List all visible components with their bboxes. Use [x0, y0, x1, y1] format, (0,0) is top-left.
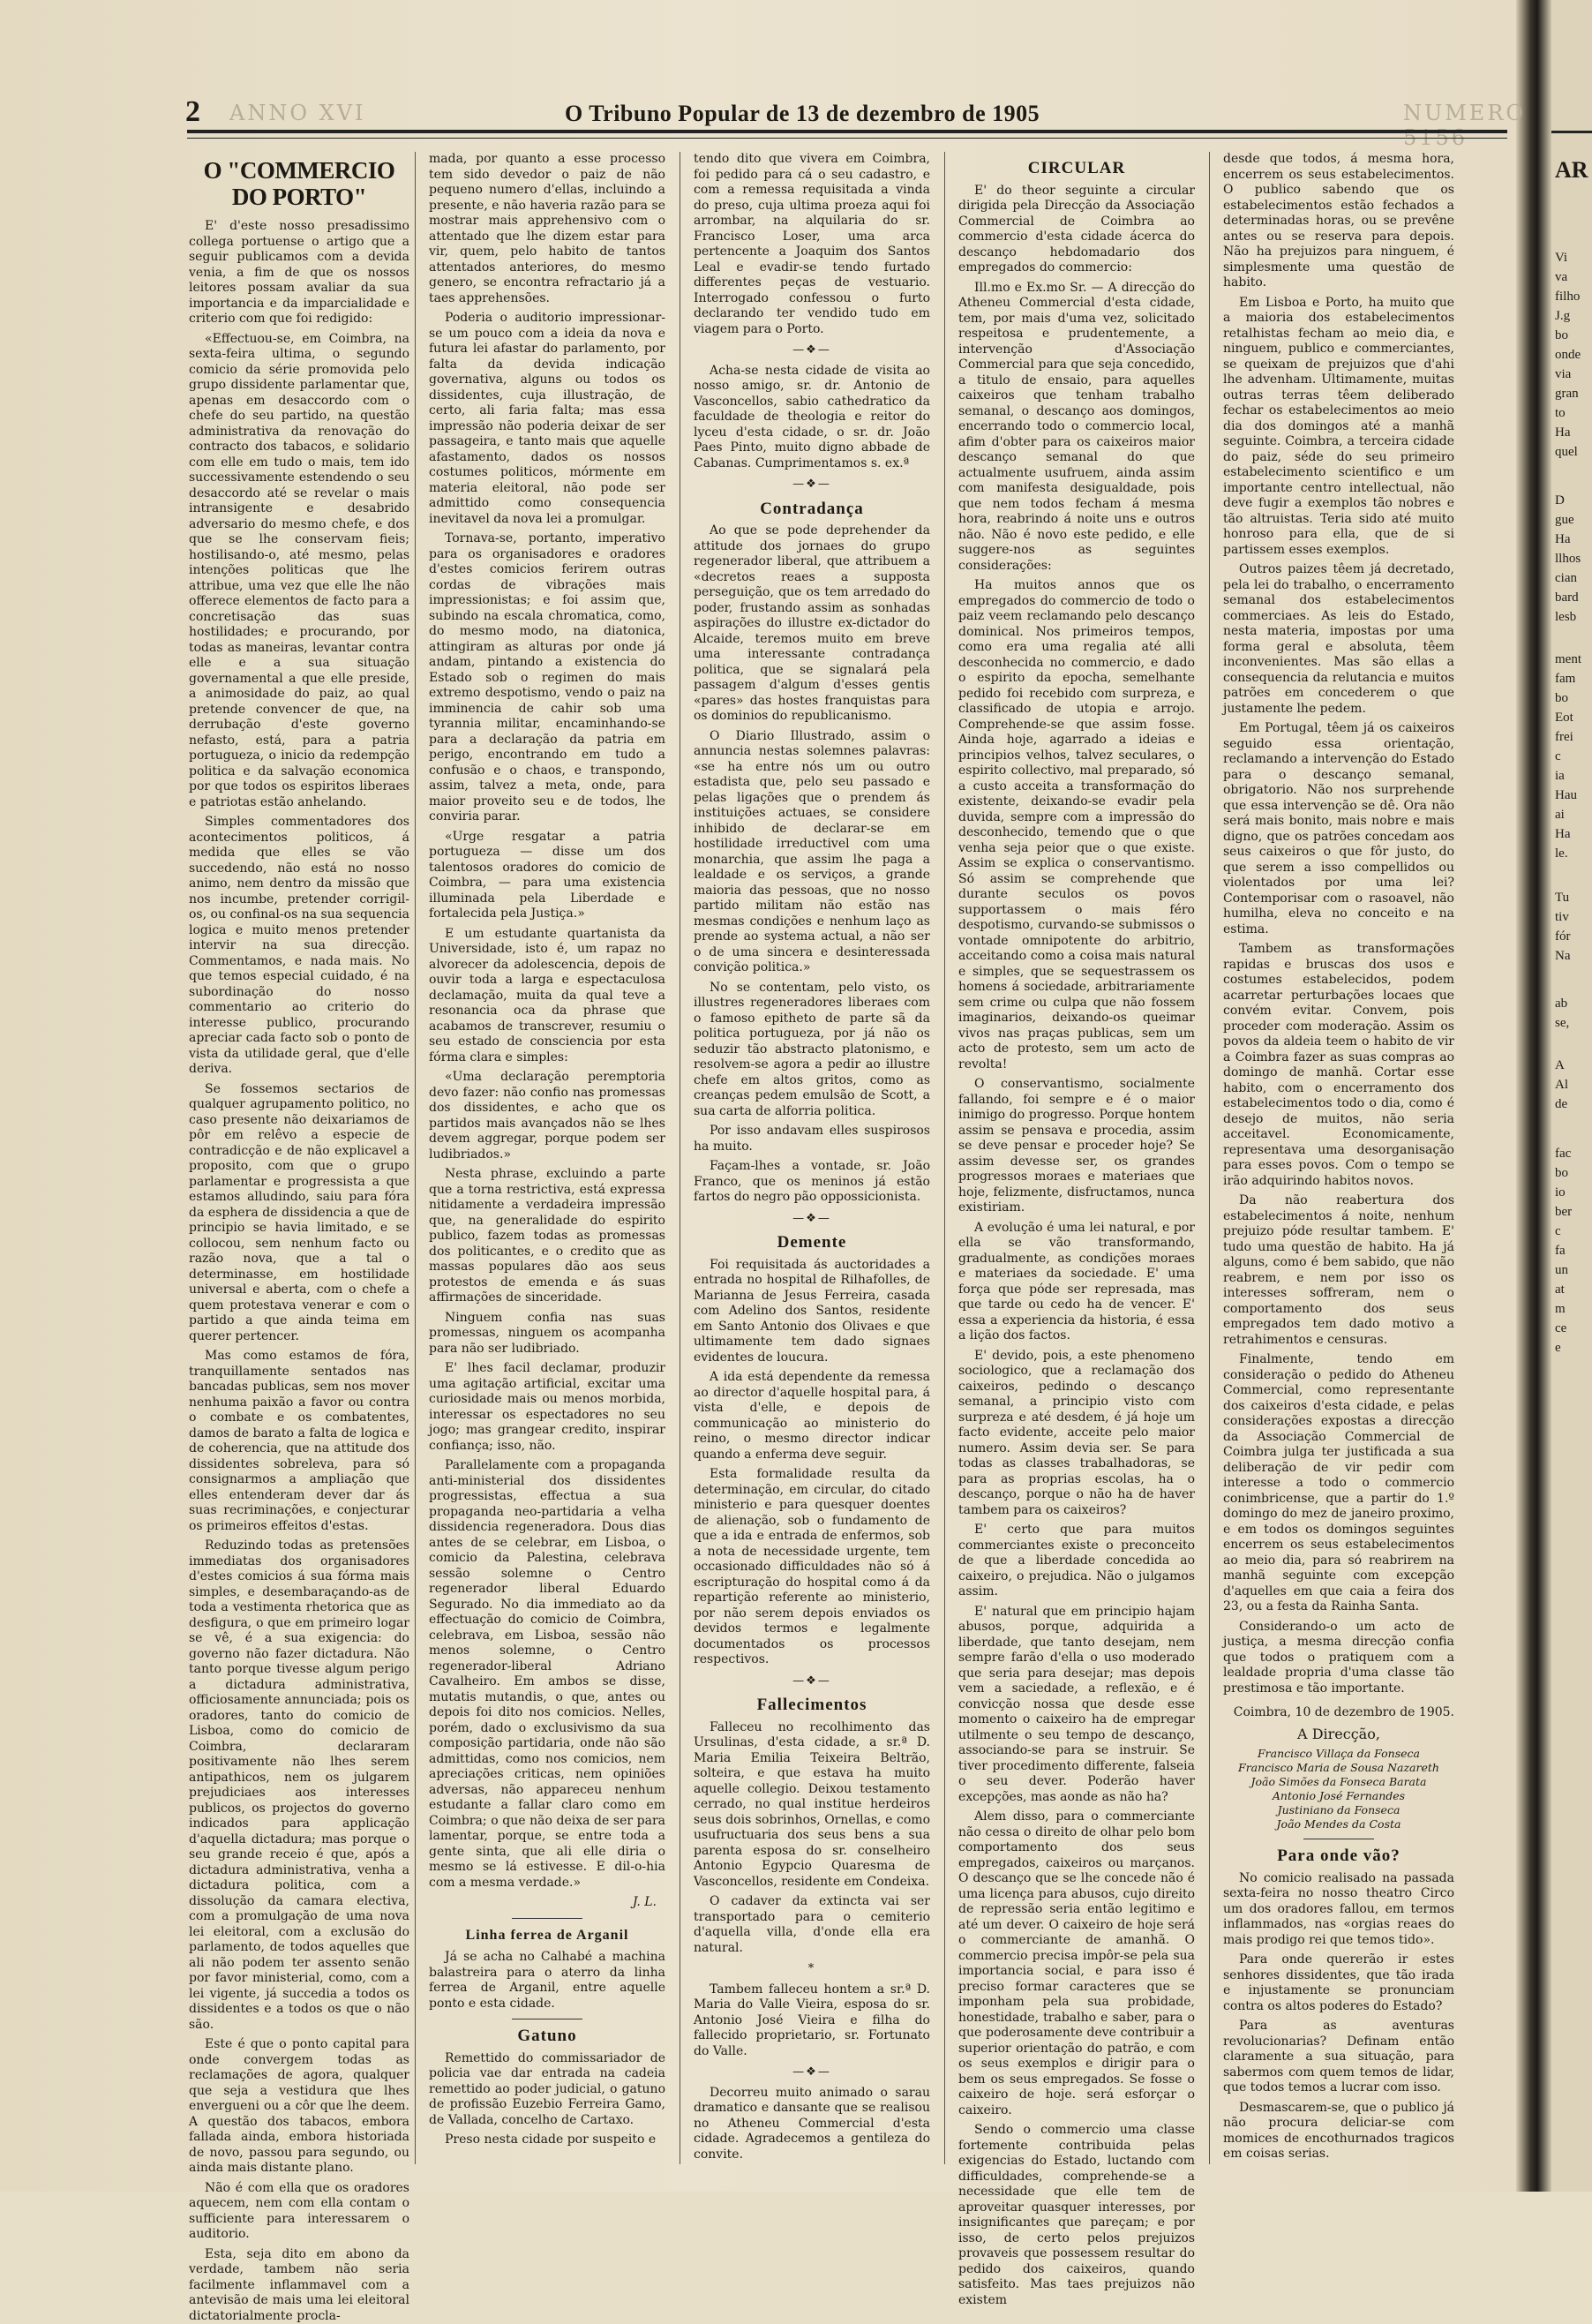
adjacent-page-rule [1551, 131, 1592, 133]
adjacent-text: de [1555, 1098, 1567, 1111]
paragraph: Este é que o ponto capital para onde convergem todas as reclamações de agora, qualquer que seja a vestidura que lhes envergueni ou a côr que lhe deem. A questão dos tabacos, embora fallada ainda, embora historiada de novo, passou para segundo, ou ainda mais distante plano. [189, 2037, 409, 2177]
paragraph: Esta formalidade resulta da determinação, em circular, do citado ministerio e para quesquer doentes de alienação, sob o fundamento de que a ida e entrada de enfermos, sob a nota de necessidade urgente, tem occasionado difficuldades não só á escripturação do hospital como á da repartição referente ao ministerio, por não serem depois enviados os devidos termos e legalmente documentados os processos respectivos. [694, 1467, 930, 1668]
paragraph: Para onde quererão ir estes senhores dissidentes, que tão irada e injustamente se pronunciam contra os altos poderes do Estado? [1223, 1952, 1454, 2014]
adjacent-text: Na [1555, 950, 1571, 963]
adjacent-text: J.g [1555, 310, 1570, 323]
adjacent-text: fa [1555, 1245, 1566, 1258]
paragraph: Façam-lhes a vontade, sr. João Franco, que os meninos já estão fartos do negro pão oppossicionista. [694, 1159, 930, 1206]
paragraph: Tambem as transformações rapidas e bruscas dos usos e costumes estabelecidos, podem acarretar perturbações locaes que convém evitar. Convem, pois proceder com moderação. Assim os povos da aldeia teem o habito de vir a Coimbra fazer as suas compras ao domingo de manhã. Cortar esse habito, com o encerramento dos estabelecimentos todo o dia, como é desejo de muitos, não seria acceitavel. Economicamente, representava uma desorganisação para esses povos. Com o tempo se irão adquirindo habitos novos. [1223, 942, 1454, 1189]
header-rule [187, 130, 1507, 139]
adjacent-text: quel [1555, 446, 1578, 459]
paragraph: E' certo que para muitos commerciantes existe o preconceito de que a liberdade concedida ao caixeiro, o prejudica. Não o julgamos assim. [958, 1523, 1195, 1600]
paragraph: Desmascarem-se, que o publico já não procura deliciar-se com momices de encothurnados tragicos em coisas serias. [1223, 2101, 1454, 2162]
column-1 [189, 152, 409, 2164]
paragraph: No comicio realisado na passada sexta-feira no nosso theatro Circo um dos oradores fallou, em termos inflammados, nas «orgias reaes do mais prodigo rei que temos tido». [1223, 1871, 1454, 1949]
page-number: 2 [185, 95, 200, 129]
adjacent-text: se, [1555, 1017, 1569, 1030]
paragraph: Ao que se pode deprehender da attitude dos jornaes do grupo regenerador liberal, que attribuem a «decretos reaes a supposta perseguição, que os tem arredado do poder, frustando assim as sonhadas aspirações do illustre ex-dictador do Alcaide, teremos muito em breve uma interessante contradança politica, que se signalará pela passagem d'algum d'esses gentis «pares» das hostes franquistas para os dominios do republicanismo. [694, 523, 930, 725]
paragraph: A evolução é uma lei natural, e por ella se vão transformando, gradualmente, as condições moraes e materiaes da sociedade. E' uma força que póde ser represada, mas que tarde ou cedo ha de vencer. E' essa a experiencia da historia, é essa a lição dos factos. [958, 1221, 1195, 1344]
paragraph: Por isso andavam elles suspirosos ha muito. [694, 1124, 930, 1154]
adjacent-text: ment [1555, 653, 1581, 666]
author-signature: J. L. [429, 1895, 657, 1911]
signatory-name: Francisco Villaça da Fonseca [1223, 1747, 1454, 1761]
section-heading-contradanca: Contradança [694, 501, 930, 517]
signatory-name: Antonio José Fernandes [1223, 1789, 1454, 1803]
adjacent-text: A [1555, 1059, 1565, 1072]
adjacent-text: m [1555, 1303, 1566, 1316]
paragraph: E' d'este nosso presadissimo collega portuense o artigo que a seguir publicamos com a devida venia, a fim de que os nossos leitores possam avaliar da sua importancia e da imparcialidade e criterio com que foi redigido: [189, 219, 409, 327]
adjacent-text: ce [1555, 1322, 1566, 1335]
paragraph: Remettido do commissariador de policia vae dar entrada na cadeia remettido ao poder judicial, o gatuno de profissão Euzebio Ferreira Gamo, de Vallada, concelho de Cartaxo. [429, 2051, 665, 2129]
divider [512, 1918, 582, 1919]
adjacent-text: Ha [1555, 828, 1571, 841]
paragraph: mada, por quanto a esse processo tem sido devedor o paiz de não pequeno numero d'ellas, incluindo a presente, e não haveria razão para se mostrar mais apprehensivo com o attentado que lhe dizem estar para vir, quem, pelo habito de tantos attentados anteriores, do mesmo genero, se encontra refractario já a taes apprehensões. [429, 152, 665, 306]
paragraph: Sendo o commercio uma classe fortemente contribuida pelas exigencias do Estado, luctando com difficuldades, comprehende-se a necessidade que elle tem de aproveitar quasquer interesses, por insignificantes que pareçam; e por isso, de certo pelos prejuizos provaveis que possessem resultar do pedido dos caixeiros, quando satisfeito. Mas taes prejuizos não existem [958, 2123, 1195, 2308]
paragraph: Falleceu no recolhimento das Ursulinas, d'esta cidade, a sr.ª D. Maria Emilia Teixeira Beltrão, solteira, e que estava ha muito aquelle collegio. Deixou testamento cerrado, no qual institue herdeiros seus dois sobrinhos, Ornellas, e como usufructuaria dos seus bens a sua parenta esposa do sr. conselheiro Antonio Egypcio Quaresma de Vasconcellos, residente em Condeixa. [694, 1720, 930, 1891]
page-gutter [1516, 0, 1551, 2192]
paragraph: Acha-se nesta cidade de visita ao nosso amigo, sr. dr. Antonio de Vasconcellos, sabio cathedratico da faculdade de theologia e reitor do lyceu d'esta cidade, o sr. dr. João Paes Pinto, muito digno abbade de Cabanas. Cumprimentamos s. ex.ª [694, 364, 930, 472]
section-heading-linha-ferrea: Linha ferrea de Arganil [429, 1928, 665, 1944]
adjacent-text: c [1555, 750, 1561, 763]
paragraph: Ninguem confia nas suas promessas, ninguem os acompanha para não ser ludibriado. [429, 1311, 665, 1358]
ornament-divider: —❖— [694, 1211, 930, 1227]
paragraph: E' do theor seguinte a circular dirigida pela Direcção da Associação Commercial de Coimbra ao commercio d'esta cidade ácerca do descanço hebdomadario dos empregados do commercio: [958, 184, 1195, 276]
adjacent-text: e [1555, 1342, 1561, 1355]
paragraph: Em Portugal, têem já os caixeiros seguido essa orientação, reclamando a intervenção do Estado para o descanço semanal, obrigatorio. Não nos surprehende que essa intervenção se dê. Ora não será mais bonito, mais nobre e mais digno, que os patrões concedam aos seus caixeiros o que fôr justo, do que serem a isso compellidos ou violentados por uma lei? Contemporisar com o rasoavel, não humilha, eleva no conceito e na estima. [1223, 721, 1454, 937]
signatory-name: Justiniano da Fonseca [1223, 1803, 1454, 1817]
adjacent-text: llhos [1555, 553, 1581, 566]
ornament-divider: —❖— [694, 1673, 930, 1689]
paragraph: Finalmente, tendo em consideração o pedido do Atheneu Commercial, como representante dos caixeiros d'esta cidade, e pelas considerações expostas a direcção da Associação Commercial de Coimbra julga ter justificada a sua deliberação de vir pedir com interesse a todo o commercio conimbricense, que a partir do 1.º domingo do mez de janeiro proximo, e em todos os domingos seguintes encerrem os seus estabelecimentos ao meio dia, para só reabrirem na manhã seguinte com excepção d'aquelles em que caia a feira dos 23, ou a festa da Rainha Santa. [1223, 1352, 1454, 1615]
adjacent-text: bo [1555, 1167, 1568, 1180]
paragraph: O conservantismo, socialmente fallando, foi sempre e é o maior inimigo do progresso. Porque hontem assim se pensava e procedia, assim se deve pensar e proceder hoje? Se assim devesse ser, os grandes progressos moraes e materiaes que hoje, felizmente, disfructamos, nunca existiriam. [958, 1077, 1195, 1216]
adjacent-text: via [1555, 368, 1571, 381]
paragraph: Nesta phrase, excluindo a parte que a torna restrictiva, está expressa nitidamente a verdadeira impressão que, na generalidade do espirito publico, fazem todas as promessas dos politicantes, e o credito que as massas populares dão aos seus protestos de emenda e ás suas affirmações de sinceridade. [429, 1167, 665, 1306]
paragraph: Poderia o auditorio impressionar-se um pouco com a ideia da nova e futura lei afastar do parlamento, por falta da devida indicação governativa, alguns ou todos os dissidentes, cuja illustração, de certo, ali faria falta; mas essa impressão não poderia deixar de ser passageira, e tanto mais que aquelle afastamento, dados os nossos costumes politicos, mórmente em materia eleitoral, não pode ser admittido como consequencia inevitavel da nova lei a promulgar. [429, 311, 665, 527]
ornament-divider: —❖— [694, 477, 930, 493]
adjacent-text: cian [1555, 572, 1577, 585]
adjacent-text: io [1555, 1186, 1566, 1200]
paragraph: Da não reabertura dos estabelecimentos á noite, nenhum prejuizo póde resultar tambem. E' tudo uma questão de habito. Ha já alguns, como é bem sabido, que não reabrem, e nem por isso os interesses soffreram, nem o comportamento dos seus empregados tem dado motivo a retrahimentos e censuras. [1223, 1193, 1454, 1348]
place-date: Coimbra, 10 de dezembro de 1905. [1223, 1705, 1454, 1721]
adjacent-text: onde [1555, 349, 1581, 362]
ornament-divider: * [694, 1961, 930, 1977]
paragraph: Reduzindo todas as pretensões immediatas dos organisadores d'estes comicios á sua fórma mais simples, e desembaraçando-as de toda a vestimenta rhetorica que as desfigura, o que em primeiro logar se vê, é a sua exigencia: do governo não fazer dictadura. Não tanto porque tivesse algum perigo a dictadura administrativa, officiosamente annunciada; pois os oradores, tanto do comicio de Lisboa, como do comicio de Coimbra, declararam positivamente não lhes serem antipathicos, nem os julgarem prejudiciaes aos interesses publicos, os projectos do governo indicados para applicação d'aquella dictadura; mas porque o seu grande receio é que, após a dictadura administrativa, venha a dictadura politica, com a dissolução da camara electiva, com a promulgação de uma nova lei eleitoral, com a exclusão do parlamento, de todos aquelles que ali não podem ter assento senão por favor ministerial, como, com a lei vigente, já succedia a todos os dissidentes e a todos os que o não são. [189, 1538, 409, 2033]
paragraph: Tornava-se, portanto, imperativo para os organisadores e oradores d'estes comicios ferirem outras cordas de vibrações mais impressionistas; e foi assim que, subindo na escala chromatica, como, do mesmo modo, na diatonica, attingiram as alturas por onde já andam, pintando a existencia do Estado sob o regimen do mais extremo despotismo, vendo o paiz na imminencia de cahir sob uma tyrannia militar, encaminhando-se para a declaração da patria em perigo, encontrando em tudo a confusão e o chaos, e transpondo, assim, talvez a meta, onde, para maior proveito seu e de todos, lhe conviria parar. [429, 531, 665, 825]
paragraph: Considerando-o um acto de justiça, a mesma direcção confia que todos o pratiquem com a lealdade propria d'uma classe tão prestimosa e tão importante. [1223, 1620, 1454, 1697]
adjacent-text: Tu [1555, 891, 1569, 905]
ornament-divider: —❖— [694, 2065, 930, 2080]
paragraph: «Effectuou-se, em Coimbra, na sexta-feira ultima, o segundo comicio da série promovida pelo grupo dissidente parlamentar que, apenas em desaccordo com o chefe do seu partido, na questão administrativa da renovação do contracto dos tabacos, e solidario com elle em tudo o mais, tem ido successivamente estendendo o seu desaccordo até se revelar o mais intransigente e desabrido adversario do mesmo chefe, e dos que se lhe conservam fieis; hostilisando-o, até mesmo, pelas intenções politicas que lhe attribue, uma vez que elle lhe não offerece elementos de facto para a concretisação das suas hostilidades; e procurando, por todas as maneiras, levantar contra elle e a sua situação governamental a que elle preside, a animosidade do paiz, ao qual pretende convencer de que, na derrubação d'este governo nefasto, está, para a patria portugueza, o inicio da redempção politica e da salvação economica por que todos os espiritos liberaes e patriotas estão anhelando. [189, 332, 409, 811]
adjacent-text: bo [1555, 692, 1568, 705]
adjacent-text: lesb [1555, 611, 1576, 624]
paragraph: Esta, seja dito em abono da verdade, tambem não seria facilmente inflammavel com a antevisão de mais uma lei eleitoral dictatorialmente procla- [189, 2247, 409, 2324]
paragraph: Para as aventuras revolucionarias? Definam então claramente a sua situação, para sabermos com quem temos de lidar, que todos temos a lucrar com isso. [1223, 2019, 1454, 2096]
page-header [185, 95, 1500, 132]
section-heading-para-onde: Para onde vão? [1223, 1848, 1454, 1864]
adjacent-text: ab [1555, 997, 1567, 1011]
signatory-name: João Simões da Fonseca Barata [1223, 1775, 1454, 1789]
paragraph: Ha muitos annos que os empregados do commercio de todo o paiz veem reclamando pelo descanço dominical. Nos primeiros tempos, como era uma regalia até alli desconhecida no commercio, e dado o espirito da epocha, semelhante pedido foi recebido com surpreza, e classificado de utopia e arrojo. Comprehende-se que assim fosse. Ainda hoje, agarrado a ideias e principios velhos, talvez seculares, o espirito collectivo, mal preparado, só a custo acceita a transformação do existente, deixando-se evadir pela duvida, sempre com a impressão do desconhecido, temendo que o que venha seja peior que o que existe. Assim se explica o conservantismo. Só assim se comprehende que durante seculos os povos supportassem o mais féro despotismo, curvando-se submissos o vontade omnipotente do arbitrio, acceitando como a coisa mais natural e simples, que se sequestrassem os homens á sociedade, arbitrariamente sem crime ou culpa que não fossem imaginarios, deixando-os queimar vivos nas praças publicas, sem um acto de protesto, sem um acto de revolta! [958, 578, 1195, 1072]
adjacent-text: ai [1555, 809, 1565, 822]
paragraph: E um estudante quartanista da Universidade, isto é, um rapaz no alvorecer da adolescencia, depois de ouvir toda a larga e espectaculosa declamação, muita da qual teve a resonancia oca da phrase que acabamos de transcrever, resumiu o seu estado de consciencia por esta fórma clara e simples: [429, 927, 665, 1066]
paragraph: Em Lisboa e Porto, ha muito que a maioria dos estabelecimentos retalhistas fecham ao meio dia, e ninguem, publico e commerciantes, se queixam de prejuizos que d'ahi lhe advenham. Ultimamente, muitas outras terras têem deliberado fechar os estabelecimentos ao meio dia dos domingos até a manhã seguinte. Coimbra, a terceira cidade do paiz, séde do seu primeiro estabelecimento scientifico e um importante centro intellectual, não deve fugir a exemplos tão nobres e tão altruistas. Teria sido até muito honroso para ella, que de si partissem esses exemplos. [1223, 296, 1454, 559]
signature-heading: A Direcção, [1223, 1726, 1454, 1742]
column-2 [429, 152, 665, 2164]
paragraph: Preso nesta cidade por suspeito e [429, 2132, 665, 2148]
column-5 [1223, 152, 1454, 2164]
adjacent-text: gue [1555, 514, 1574, 527]
adjacent-text: to [1555, 407, 1566, 420]
adjacent-text: le. [1555, 847, 1568, 861]
article-title: O "COMMERCIO DO PORTO" [189, 157, 409, 210]
ornament-divider: —❖— [694, 342, 930, 358]
adjacent-text: gran [1555, 387, 1579, 401]
column-3 [694, 152, 930, 2164]
adjacent-text: Vi [1555, 252, 1567, 265]
paragraph: tendo dito que vivera em Coimbra, foi pedido para cá o seu cadastro, e com a remessa requisitada a vinda do preso, cuja ultima proeza aqui foi arrombar, na alquilaria do sr. Francisco Loser, uma arca pertencente a Joaquim dos Santos Leal e evadir-se tendo furtado differentes peças de vestuario. Interrogado confessou o furto declarando ter vendido tudo em viagem para o Porto. [694, 152, 930, 337]
paragraph: Se fossemos sectarios de qualquer agrupamento politico, no caso presente não deixariamos de pôr em relêvo a especie de contradicção e de não explicavel a proposito, com que o grupo parlamentar e progressista a que estamos alludindo, saiu para fóra da esphera de dissidencia a que de principio se havia limitado, e se collocou, sem nenhum facto ou razão nova, que a tal o determinasse, em hostilidade universal e aberta, com o chefe a quem protestava venerar e com o partido a que ainda teima em querer pertencer. [189, 1082, 409, 1345]
section-heading-fallecimentos: Fallecimentos [694, 1697, 930, 1713]
adjacent-text: Al [1555, 1079, 1568, 1092]
paragraph: Outros paizes têem já decretado, pela lei do trabalho, o encerramento semanal dos estabelecimentos commerciaes. As leis do Estado, nesta materia, impostas por uma forma geral e absoluta, têem inconvenientes. Mas são ellas a consequencia da relutancia e muitos patrões em concederem o que justamente lhe pedem. [1223, 562, 1454, 717]
paragraph: Já se acha no Calhabé a machina balastreira para o aterro da linha ferrea de Arganil, entre aquelle ponto e esta cidade. [429, 1950, 665, 2012]
adjacent-text: Eot [1555, 711, 1573, 725]
section-heading-gatuno: Gatuno [429, 2028, 665, 2044]
adjacent-text: bard [1555, 591, 1579, 605]
column-4 [958, 152, 1195, 2164]
adjacent-text: un [1555, 1264, 1568, 1277]
paragraph: desde que todos, á mesma hora, encerrem os seus estabelecimentos. O publico sabendo que os estabelecimentos estão fechados a determinadas horas, ou se prevêne antes ou se reserva para depois. Não ha prejuizos para ninguem, é simplesmente uma questão de habito. [1223, 152, 1454, 291]
bleed-through-text: NUMERO 5156 [1403, 101, 1526, 150]
column-rule [944, 152, 945, 2164]
paragraph: Decorreu muito animado o sarau dramatico e dansante que se realisou no Atheneu Commercial d'esta cidade. Agradecemos a gentileza do convite. [694, 2086, 930, 2163]
adjacent-text: Hau [1555, 789, 1577, 802]
bleed-through-text: ANNO XVI [229, 101, 366, 125]
signatory-name: Francisco Maria de Sousa Nazareth [1223, 1761, 1454, 1775]
paragraph: A ida está dependente da remessa ao director d'aquelle hospital para, á vista d'elle, e depois de communicação ao ministerio do reino, o mesmo director indicar quando a enferma deve seguir. [694, 1370, 930, 1463]
adjacent-text: frei [1555, 731, 1573, 744]
adjacent-text: fac [1555, 1147, 1571, 1161]
adjacent-text: at [1555, 1283, 1565, 1297]
adjacent-text: tiv [1555, 911, 1569, 924]
paragraph: Ill.mo e Ex.mo Sr. — A direcção do Atheneu Commercial d'esta cidade, tem, por mais d'uma vez, solicitado respeitosa e prudentemente, a intervenção d'Associação Commercial para que seja concedido, a titulo de ensaio, para aquelles caixeiros que tenham trabalho semanal, o descanço aos domingos, encerrando todo o commercio local, afim d'obter para os caixeiros maior descanço semanal do que actualmente usufruem, ainda assim com manifesta desigualdade, pois que nem todos fecham á mesma hora, reabrindo á noite uns e outros não. Não é novo este pedido, e elle suggere-nos as seguintes considerações: [958, 281, 1195, 575]
paragraph: E' natural que em principio hajam abusos, porque, adquirida a liberdade, que tanto desejam, nem sempre farão d'ella o uso moderado que seria para desejar; mas depois vem a saciedade, a reflexão, e é convicção nossa que desde esse momento o caixeiro ha de empregar utilmente o seu tempo de descanço, associando-se para se instruir. Se tiver procedimento differente, falseia o seu dever. Poderão haver excepções, mas aonde as não ha? [958, 1605, 1195, 1806]
paragraph: Foi requisitada ás auctoridades a entrada no hospital de Rilhafolles, de Marianna de Jesus Ferreira, casada com Adelino dos Santos, residente em Santo Antonio dos Olivaes e que ultimamente tem dado signaes evidentes de loucura. [694, 1258, 930, 1366]
paragraph: O Diario Illustrado, assim o annuncia nestas solemnes palavras: «se ha entre nós um ou outro estadista que, pelo seu passado e pelas ligações que o prendem ás instituições actuaes, se considere inhibido de declarar-se em hostilidade irreductivel com uma monarchia, que assim lhe paga a lealdade e os serviços, a grande maioria das pessoas, que no nosso partido militam não estão nas mesmas condições e nenhum laço as prende ao systema actual, a não ser o de uma sincera e desinteressada convição politica.» [694, 729, 930, 976]
adjacent-text: ia [1555, 770, 1565, 783]
column-rule [1209, 152, 1210, 2164]
adjacent-text: ber [1555, 1206, 1572, 1219]
paragraph: No se contentam, pelo visto, os illustres regeneradores liberaes com o famoso epitheto de parte sã da politica portugueza, por já não os seduzir tão abstracto platonismo, e resolvem-se agora a pedir ao illustre chefe em altos gritos, como as creanças pedem emulsão de Scott, a sua carta de alforria politica. [694, 981, 930, 1120]
masthead: O Tribuno Popular de 13 de dezembro de 1905 [565, 101, 1040, 127]
paragraph: Mas como estamos de fóra, tranquillamente sentados nas bancadas publicas, sem nos mover nenhuma paixão a favor ou contra o combate e os combatentes, damos de barato a falta de logica e de coherencia, que na attitude dos dissidentes sobreleva, para só consignarmos a ampliação que elles entenderam dever dar ás suas recriminações, e conjecturar os primeiros effeitos d'estas. [189, 1349, 409, 1534]
section-heading-demente: Demente [694, 1235, 930, 1251]
adjacent-text: Ha [1555, 533, 1571, 546]
paragraph: O cadaver da extincta vai ser transportado para o cemiterio d'aquella villa, d'onde ella era natural. [694, 1894, 930, 1956]
paragraph: Simples commentadores dos acontecimentos politicos, á medida que elles se vão succedendo, não está no nosso animo, nem dentro da missão que nos incumbe, pretender corrigil-os, ou confinal-os na sua sequencia logica e muito menos pretender intervir na sua direcção. Commentamos, e nada mais. No que temos especial cuidado, é na subordinação do nosso commentario ao criterio do interesse publico, procurando apreciar cada facto sob o ponto de vista da utilidade geral, que d'elle deriva. [189, 815, 409, 1078]
paragraph: Tambem falleceu hontem a sr.ª D. Maria do Valle Vieira, esposa do sr. Antonio José Vieira e filha do fallecido proprietario, sr. Fortunato do Valle. [694, 1982, 930, 2060]
paragraph: E' lhes facil declamar, produzir uma agitação artificial, excitar uma curiosidade mais ou menos morbida, interessar os espectadores no seu jogo; mas grangear credito, inspirar confiança; isso, não. [429, 1361, 665, 1454]
adjacent-page-fragment [1551, 0, 1592, 2192]
adjacent-text: filho [1555, 290, 1580, 304]
paragraph: Alem disso, para o commerciante não cessa o direito de olhar pelo bom comportamento dos seus empregados, caixeiros ou marçanos. O descanço que se lhe concede não é uma licença para abusos, cujo direito de repressão seria então legitimo e até um dever. O caixeiro de hoje será o commerciante de amanhã. O commercio precisa impôr-se pela sua importancia social, e para isso é preciso formar caracteres que se imponham pela sua probidade, honestidade, trabalho e saber, para o que poderosamente deve contribuir a superior orientação do patrão, e com os seus exemplos e dirigir para o bem os seus empregados. Se fosse o caixeiro de hoje. será esforçar o caixeiro. [958, 1809, 1195, 2118]
adjacent-text: D [1555, 494, 1565, 508]
adjacent-text: c [1555, 1225, 1561, 1238]
column-rule [415, 152, 416, 2164]
adjacent-text: fór [1555, 930, 1571, 944]
adjacent-text: bo [1555, 329, 1568, 342]
adjacent-text: AR [1555, 159, 1588, 182]
adjacent-text: Ha [1555, 426, 1571, 440]
adjacent-text: va [1555, 271, 1567, 284]
adjacent-text: fam [1555, 673, 1575, 686]
paragraph: Parallelamente com a propaganda anti-ministerial dos dissidentes progressistas, effectua a sua propaganda neo-partidaria a velha dissidencia regeneradora. Dous dias antes de se celebrar, em Lisboa, o comicio da Palestina, celebrava sessão solemne o Centro regenerador liberal Eduardo Segurado. No dia immediato ao da effectuação do comicio de Coimbra, celebrava, em Lisboa, sessão não menos solemne, o Centro regenerador-liberal Adriano Cavalheiro. Em ambos se disse, mutatis mutandis, o que, antes ou depois foi dito nos comicios. Nelles, porém, dado o exclusivismo da sua composição partidaria, onde não são admittidas, como nos comicios, nem apreciações criticas, nem opiniões adversas, não appareceu nenhum estudante a fallar claro como em Coimbra; o que não deixa de ser para lamentar, porque, se entre toda a gente sinta, que ali elle diria o mesmo se lá estivesse. E dil-o-hia com a mesma verdade.» [429, 1458, 665, 1891]
paragraph: «Urge resgatar a patria portugueza — disse um dos talentosos oradores do comicio de Coimbra, — para uma existencia illuminada pela Liberdade e fortalecida pela Justiça.» [429, 830, 665, 922]
quote: «Uma declaração peremptoria devo fazer: não confio nas promessas dos dissidentes, e acho que os partidos mais avançados não se lhes devem aggregar, porque podem ser ludibriados.» [429, 1070, 665, 1162]
paragraph: E' devido, pois, a este phenomeno sociologico, que a reclamação dos caixeiros, pedindo o descanço semanal, a principio visto com surpreza e até desdem, é já hoje um facto evidente, acceite pelo maior numero. Assim devia ser. Se para todas as classes trabalhadoras, se para as proprias escolas, ha o descanço, porque o não ha de haver tambem para os caixeiros? [958, 1349, 1195, 1519]
section-heading-circular: CIRCULAR [958, 161, 1195, 177]
signatory-name: João Mendes da Costa [1223, 1817, 1454, 1831]
paragraph: Não é com ella que os oradores aquecem, nem com ella contam o sufficiente para interessarem o auditorio. [189, 2181, 409, 2243]
